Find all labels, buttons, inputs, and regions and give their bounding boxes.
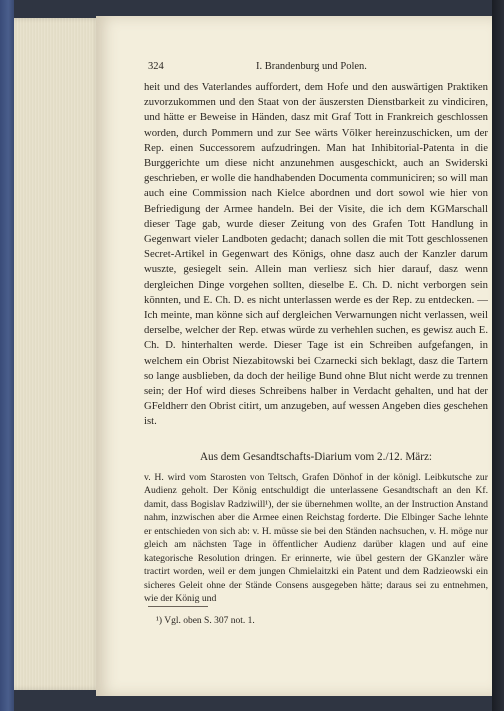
footnote: ¹) Vgl. oben S. 307 not. 1. bbox=[156, 616, 255, 626]
page-stack bbox=[14, 18, 100, 690]
page-number: 324 bbox=[148, 61, 164, 72]
running-head: I. Brandenburg und Polen. bbox=[256, 61, 367, 72]
footnote-divider bbox=[148, 606, 208, 607]
book-cover-edge bbox=[0, 0, 14, 711]
body-text bbox=[144, 80, 488, 606]
background-edge bbox=[492, 0, 504, 711]
section-heading: Aus dem Gesandtschafts-Diarium vom 2./12. März: bbox=[199, 450, 433, 463]
page-header bbox=[148, 61, 478, 77]
section-paragraph: v. H. wird vom Starosten von Teltsch, Grafen Dönhof in der königl. Leibkutsche zur Audienz geholt. Der König entschuldigt die unterlassene Gesandtschaft an den Kf. damit, dass Bogislav Radziwill¹), der sie übernehmen wollte, an der Instruction Anstand nahm, inzwischen aber die Armee einen Reichstag forderte. Die Elbinger Sache lehnte er entschieden von sich ab: v. H. müsse sie bei den Ständen nachsuchen, v. H. möge nur gleich am nächsten Tage in öffentlicher Audienz darüber klagen und auf eine kategorische Resolution dringen. Er erinnerte, wie übel gestern der GKanzler wäre tractirt worden, weil er dem jungen Chmielaitzki ein Patent und dem Radzieowski ein sicheres Geleit ohne der Stände Consens ausgegeben hätte; daraus sei zu entnehmen, wie der König und bbox=[144, 471, 488, 605]
book-page bbox=[96, 16, 494, 696]
paragraph: heit und des Vaterlandes auffordert, dem Hofe und den auswärtigen Praktiken zuvorzukommen und den Staat von der äuszersten Dienstbarkeit zu vindiciren, und hätte er Beweise in Händen, dasz mit Graf Tott in Frankreich geschlossen worden, durch Pommern und zur See wärts Völker hereinzuschicken, um der Rep. einen Successorem aufzudringen. Man hat Inhibitorial-Patenta in die Burggerichte um diese nicht anzunehmen ausgeschickt, auch an Swiderski geschrieben, er wolle die handhabenden Documenta communiciren; so will man auch eine Commission nach Kielce abordnen und dort sowol wie hier von Befriedigung der Armee handeln. Bei der Visite, die ich dem KGMarschall dieser Tage gab, wurde dieser Zeitung von des Grafen Tott Handlung in Gegenwart vieler Landboten gedacht; danach sollen die mit Tott geschlossenen Secret-Artikel in Gegenwart des Königs, ohne dasz auch der Kanzler darum wuszte, gesiegelt sein. Allein man verliesz sich hier darauf, dasz wenn dergleichen Dinge vorgehen sollten, dieselbe E. Ch. D. nicht verborgen sein könnten, und E. Ch. D. es nicht unterlassen werde es der Rep. zu entdecken. — Ich meinte, man könne sich auf dergleichen Verwarnungen nicht verlassen, weil derselbe, welcher der Rep. etwas würde zu verhehlen suchen, es gewisz auch E. Ch. D. hinterhalten werde. Dieser Tage ist ein Schreiben aufgefangen, in welchem ein Obrist Niezabitowski bei Czarnecki sich beklagt, dasz die Tartern so lange ausblieben, da doch der heilige Bund ohne Blut nicht werde zu trennen sein; der Hof wird dieses Schreibens halber in Verdacht gehalten, und hat der GFeldherr den Obrist citirt, um anzugeben, auf wessen Angeben dies geschehen ist. bbox=[144, 81, 488, 428]
